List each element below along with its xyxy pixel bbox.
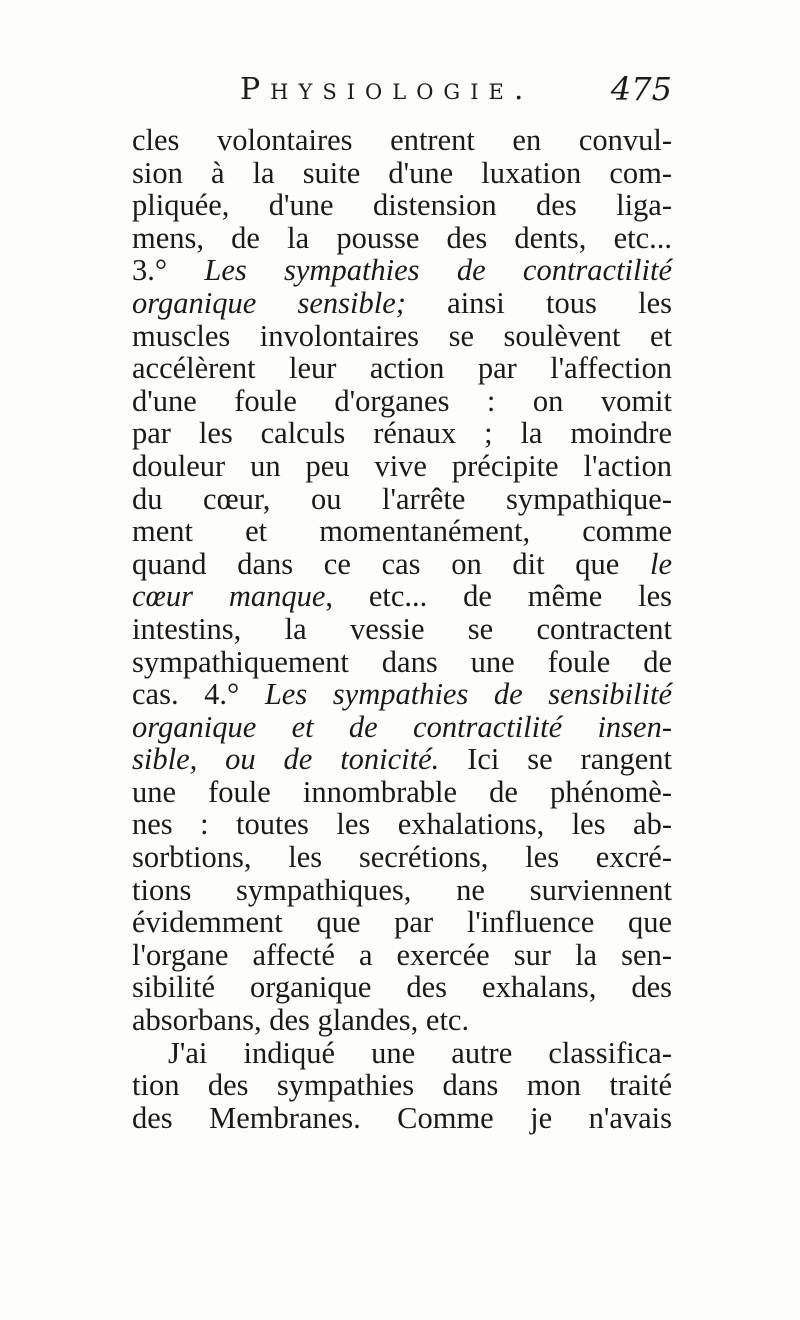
text-line: d'une foule d'organes : on vomit [132,383,672,418]
page-number: 475 [610,70,672,108]
text-line: quand dans ce cas on dit que le [132,546,672,581]
text-line: organique et de contractilité insen- [132,709,672,744]
text-line: sion à la suite d'une luxation com- [132,155,672,190]
text-line: douleur un peu vive précipite l'action [132,448,672,483]
text-line: J'ai indiqué une autre classifica- [168,1035,672,1070]
text-line: mens, de la pousse des dents, etc... [132,220,672,255]
text-line: cas. 4.° Les sympathies de sensibilité [132,677,672,712]
text-line: évidemment que par l'influence que [132,905,672,940]
text-line: muscles involontaires se soulèvent et [132,318,672,353]
text-line: 3.° Les sympathies de contractilité [132,253,672,288]
body-text [132,124,672,1134]
text-line: intestins, la vessie se contractent [132,611,672,646]
text-line: tions sympathiques, ne surviennent [132,872,672,907]
text-line: sible, ou de tonicité. Ici se rangent [132,742,672,777]
text-line: une foule innombrable de phénomè- [132,774,672,809]
text-line: nes : toutes les exhalations, les ab- [132,807,672,842]
running-title: Physiologie. [240,72,534,107]
text-line: ment et momentanément, comme [132,514,672,549]
text-line: pliquée, d'une distension des liga- [132,188,672,223]
page-header [132,68,672,120]
text-line: organique sensible; ainsi tous les [132,285,672,320]
text-line: sympathiquement dans une foule de [132,644,672,679]
text-line: du cœur, ou l'arrête sympathique- [132,481,672,516]
text-line: sibilité organique des exhalans, des [132,970,672,1005]
text-line: cles volontaires entrent en convul- [132,123,672,157]
text-line: l'organe affecté a exercée sur la sen- [132,937,672,972]
text-line: accélèrent leur action par l'affection [132,351,672,386]
text-line: absorbans, des glandes, etc. [132,1003,470,1038]
text-line: tion des sympathies dans mon traité [132,1068,672,1103]
text-line: par les calculs rénaux ; la moindre [132,416,672,451]
text-line: sorbtions, les secrétions, les excré- [132,840,672,875]
text-line: cœur manque, etc... de même les [132,579,672,614]
text-line: des Membranes. Comme je n'avais [132,1100,672,1135]
